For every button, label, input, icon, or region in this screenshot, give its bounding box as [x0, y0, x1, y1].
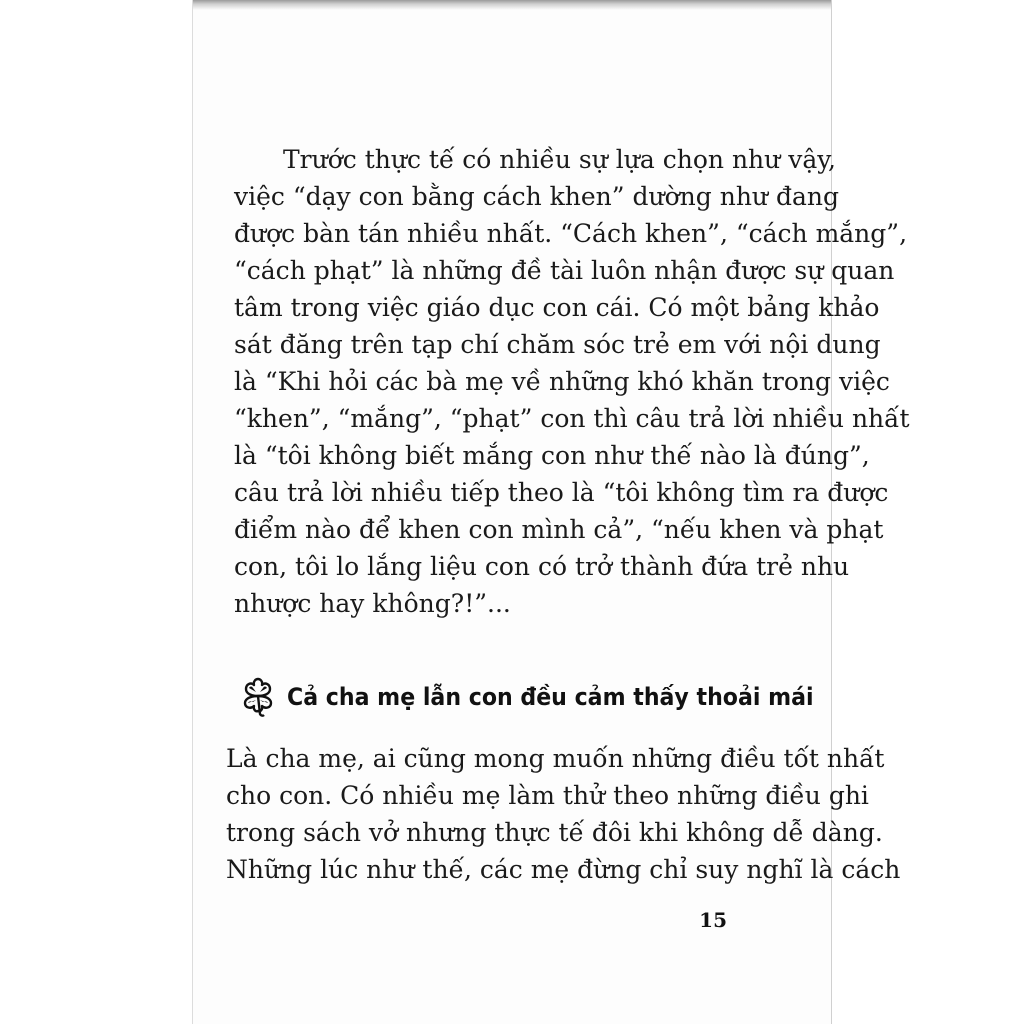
- paragraph1-line-5: tâm trong việc giáo dục con cái. Có một bảng khảo: [234, 293, 880, 322]
- paragraph1-line-2: việc “dạy con bằng cách khen” dường như đang: [234, 182, 839, 211]
- paragraph1-line-3: được bàn tán nhiều nhất. “Cách khen”, “cách mắng”,: [234, 219, 908, 248]
- paragraph1-line-13: nhược hay không?!”...: [234, 589, 511, 618]
- paragraph1-line-7: là “Khi hỏi các bà mẹ về những khó khăn trong việc: [234, 367, 890, 396]
- paragraph2-line-2: cho con. Có nhiều mẹ làm thử theo những điều ghi: [226, 781, 869, 810]
- paragraph2-line-1: Là cha mẹ, ai cũng mong muốn những điều tốt nhất: [226, 744, 885, 773]
- section-heading-row: [241, 677, 859, 717]
- paragraph1-line-8: “khen”, “mắng”, “phạt” con thì câu trả lời nhiều nhất: [234, 404, 910, 433]
- paragraph1-line-4: “cách phạt” là những đề tài luôn nhận được sự quan: [234, 256, 895, 285]
- page-top-shadow: [193, 0, 831, 10]
- paragraph1-line-12: con, tôi lo lắng liệu con có trở thành đứa trẻ nhu: [234, 552, 850, 581]
- paragraph2-line-4: Những lúc như thế, các mẹ đừng chỉ suy nghĩ là cách: [226, 855, 901, 884]
- book-page: [192, 0, 910, 1024]
- paragraph1-line-11: điểm nào để khen con mình cả”, “nếu khen và phạt: [234, 515, 884, 544]
- page-number: 15: [699, 908, 727, 932]
- section-heading: Cả cha mẹ lẫn con đều cảm thấy thoải mái: [287, 683, 814, 711]
- clover-icon: [241, 677, 275, 717]
- paragraph1-line-9: là “tôi không biết mắng con như thế nào là đúng”,: [234, 441, 870, 470]
- paragraph1-line-1: Trước thực tế có nhiều sự lựa chọn như vậy,: [283, 145, 836, 174]
- paragraph2-line-3: trong sách vở nhưng thực tế đôi khi không dễ dàng.: [226, 818, 883, 847]
- paragraph1-line-10: câu trả lời nhiều tiếp theo là “tôi không tìm ra được: [234, 478, 889, 507]
- paragraph1-line-6: sát đăng trên tạp chí chăm sóc trẻ em với nội dung: [234, 330, 881, 359]
